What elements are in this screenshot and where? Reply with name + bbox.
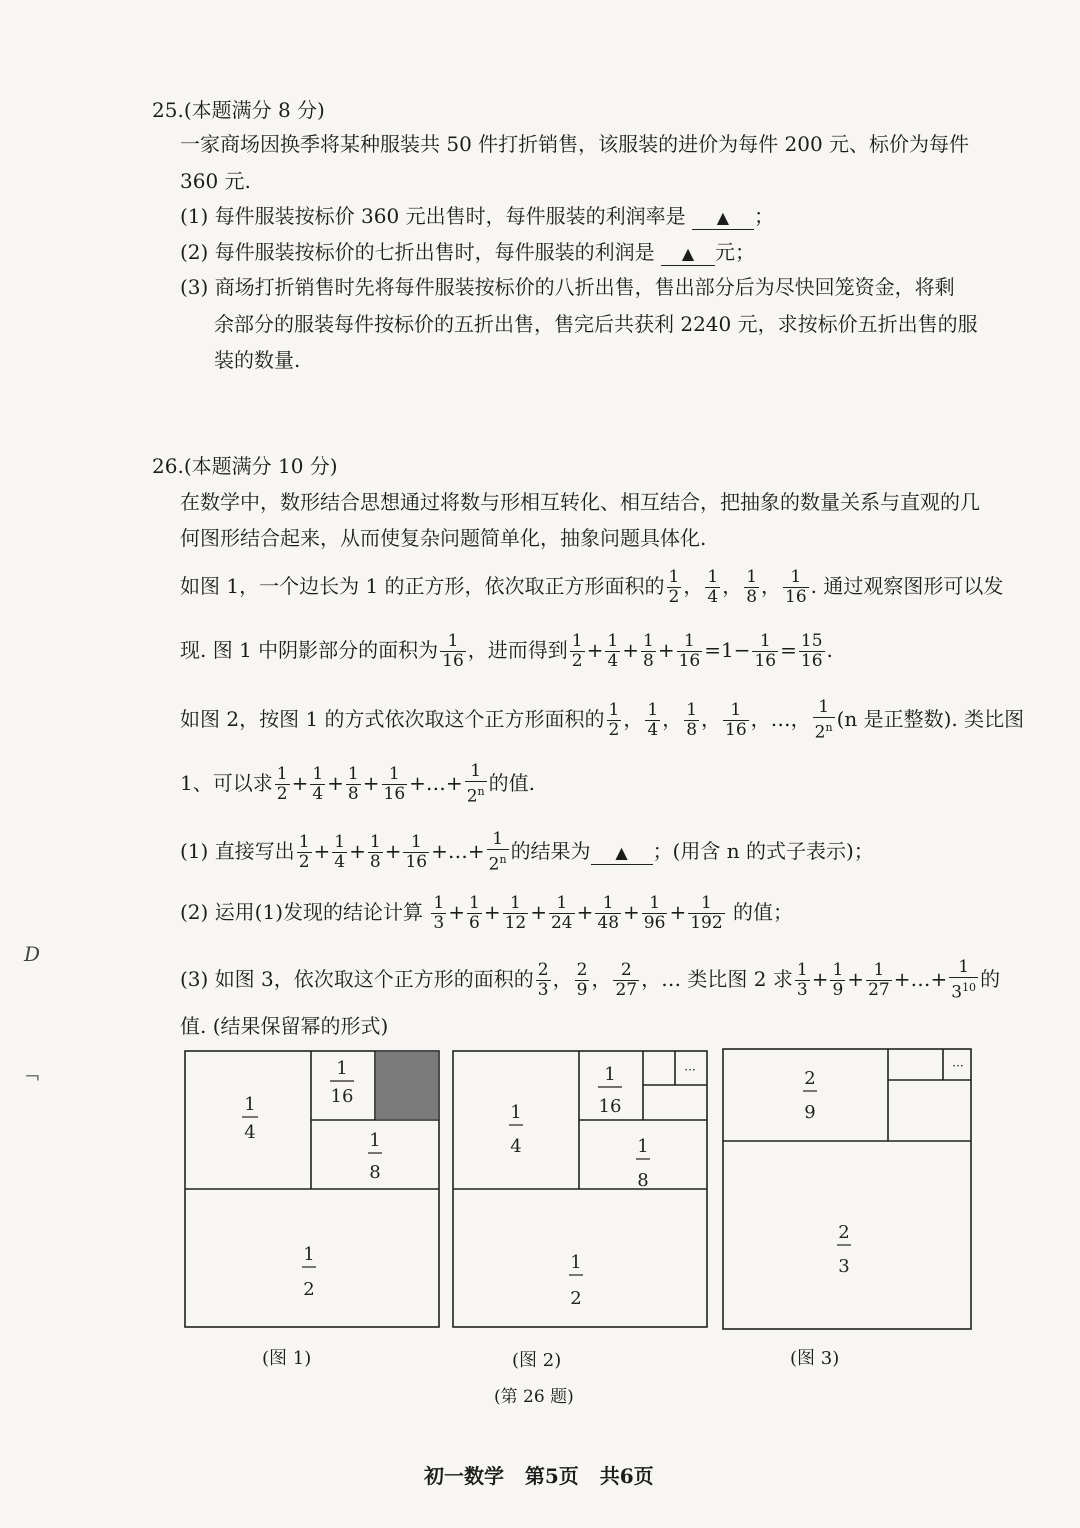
q25-intro-line2: 360 元. — [180, 169, 251, 193]
fraction: $\frac{2}{3}$ — [537, 959, 549, 1000]
svg-text:···: ··· — [952, 1059, 964, 1073]
svg-text:9: 9 — [804, 1102, 816, 1123]
fraction: $\frac{1}{6}$ — [468, 893, 480, 933]
figure-group-caption: (第 26 题) — [494, 1387, 574, 1407]
fraction: $\frac{1}{8}$ — [746, 567, 758, 607]
fraction: $\frac{1}{4}$ — [334, 831, 346, 872]
q26-part2: (2) 运用(1)发现的结论计算 $\frac{1}{3}$ + $\frac{1}{6}$ + $\frac{1}{12}$ + $\frac{1}{24}$ + $\frac{1}{48}$ + $\frac{1}{96}$ + $\frac{1}{192}$ 的值； — [180, 893, 794, 933]
svg-text:16: 16 — [330, 1086, 354, 1107]
fraction: $\frac{1}{4}$ — [312, 763, 324, 804]
figure-1 — [184, 1050, 442, 1330]
fraction: $\frac{1}{3}$ — [796, 959, 808, 1000]
q26-fig1-description: 如图 1，一个边长为 1 的正方形，依次取正方形面积的 $\frac{1}{2}$ ， $\frac{1}{4}$ ， $\frac{1}{8}$ ， $\frac{1}{16}$ . 通过观察图形可以发 — [180, 567, 1004, 607]
q26-fig1-result: 现. 图 1 中阴影部分的面积为 $\frac{1}{16}$ ，进而得到 $\frac{1}{2}$ + $\frac{1}{4}$ + $\frac{1}{8}$ + $\frac{1}{16}$ =1− $\frac{1}{16}$ = $\frac{15}{16}$ . — [180, 631, 833, 671]
q25-part3-line2: 余部分的服装每件按标价的五折出售，售完后共获利 2240 元，求按标价五折出售的服 — [214, 312, 978, 336]
fraction: $\frac{1}{2^n}$ — [466, 761, 485, 807]
margin-letter: D — [24, 942, 41, 966]
fraction: $\frac{1}{2^n}$ — [488, 829, 507, 875]
fraction: $\frac{15}{16}$ — [800, 631, 823, 671]
fraction: $\frac{1}{16}$ — [725, 699, 747, 740]
svg-text:1: 1 — [303, 1244, 315, 1265]
fraction: $\frac{1}{16}$ — [405, 831, 428, 872]
svg-text:1: 1 — [369, 1130, 381, 1151]
svg-text:···: ··· — [684, 1063, 696, 1077]
fraction: $\frac{1}{16}$ — [678, 631, 701, 671]
fraction: $\frac{1}{4}$ — [707, 567, 719, 607]
svg-text:16: 16 — [598, 1096, 622, 1117]
svg-text:1: 1 — [244, 1094, 256, 1115]
fraction: $\frac{2}{27}$ — [615, 959, 638, 1000]
fraction: $\frac{1}{192}$ — [690, 893, 723, 933]
figure-1-caption: (图 1) — [262, 1348, 312, 1369]
q25-part3-line1: (3) 商场打折销售时先将每件服装按标价的八折出售，售出部分后为尽快回笼资金，将剩 — [180, 275, 955, 299]
margin-symbol: ¬ — [24, 1064, 41, 1088]
fraction: $\frac{1}{3}$ — [433, 893, 445, 933]
svg-text:1: 1 — [570, 1252, 582, 1273]
q26-header: 26.(本题满分 10 分) — [152, 454, 338, 478]
fraction: $\frac{1}{48}$ — [597, 893, 620, 933]
svg-text:1: 1 — [336, 1058, 348, 1079]
svg-text:2: 2 — [570, 1288, 582, 1309]
fraction: $\frac{2}{9}$ — [576, 959, 588, 1000]
fraction: $\frac{1}{4}$ — [607, 631, 619, 671]
svg-text:2: 2 — [303, 1279, 315, 1300]
fraction: $\frac{1}{8}$ — [369, 831, 381, 872]
fraction: $\frac{1}{8}$ — [686, 699, 698, 740]
fraction: $\frac{1}{16}$ — [442, 631, 464, 671]
svg-text:3: 3 — [838, 1256, 850, 1277]
q25-intro-line1: 一家商场因换季将某种服装共 50 件打折销售，该服装的进价为每件 200 元、标价为每件 — [180, 132, 970, 156]
svg-text:4: 4 — [510, 1136, 522, 1157]
svg-text:1: 1 — [637, 1136, 649, 1157]
svg-text:8: 8 — [637, 1170, 649, 1191]
q25-part1: (1) 每件服装按标价 360 元出售时，每件服装的利润率是 ▲ ； — [180, 204, 774, 228]
fraction: $\frac{1}{3^{10}}$ — [951, 957, 977, 1003]
fraction: $\frac{1}{24}$ — [550, 893, 573, 933]
svg-text:1: 1 — [604, 1064, 616, 1085]
figure-2 — [452, 1050, 710, 1330]
fraction: $\frac{1}{16}$ — [754, 631, 777, 671]
answer-blank: ▲ — [661, 243, 715, 266]
fraction: $\frac{1}{4}$ — [647, 699, 659, 740]
q25-part3-line3: 装的数量. — [214, 348, 301, 372]
q26-intro-line2: 何图形结合起来，从而使复杂问题简单化，抽象问题具体化. — [180, 526, 707, 550]
svg-text:1: 1 — [510, 1102, 522, 1123]
fraction: $\frac{1}{16}$ — [383, 763, 406, 804]
fraction: $\frac{1}{9}$ — [832, 959, 844, 1000]
fraction: $\frac{1}{2}$ — [276, 763, 288, 804]
q26-part3-line2: 值. (结果保留幂的形式) — [180, 1014, 389, 1038]
q26-intro-line1: 在数学中，数形结合思想通过将数与形相互转化、相互结合，把抽象的数量关系与直观的几 — [180, 490, 980, 514]
answer-blank: ▲ — [692, 207, 754, 230]
fraction: $\frac{1}{96}$ — [643, 893, 666, 933]
q26-fig2-description: 如图 2，按图 1 的方式依次取这个正方形面积的 $\frac{1}{2}$ ， $\frac{1}{4}$ ， $\frac{1}{8}$ ， $\frac{1}{16}$ ，…， $\frac{1}{2^n}$ (n 是正整数). 类比图 — [180, 697, 1025, 743]
fraction: $\frac{1}{12}$ — [504, 893, 527, 933]
q25-part2: (2) 每件服装按标价的七折出售时，每件服装的利润是 ▲ 元； — [180, 240, 756, 264]
fraction: $\frac{1}{27}$ — [868, 959, 890, 1000]
q26-part3: (3) 如图 3，依次取这个正方形的面积的 $\frac{2}{3}$ ， $\frac{2}{9}$ ， $\frac{2}{27}$ ，… 类比图 2 求 $\frac{1}{3}$ + $\frac{1}{9}$ + $\frac{1}{27}$ +…+ $\frac{1}{3^{10}}$ 的 — [180, 957, 1001, 1003]
figure-3 — [722, 1048, 974, 1332]
q26-fig2-sum: 1、可以求 $\frac{1}{2}$ + $\frac{1}{4}$ + $\frac{1}{8}$ + $\frac{1}{16}$ +…+ $\frac{1}{2^n}$ 的值. — [180, 761, 535, 807]
fraction: $\frac{1}{2}$ — [298, 831, 310, 872]
svg-text:2: 2 — [838, 1222, 850, 1243]
fraction: $\frac{1}{8}$ — [642, 631, 654, 671]
answer-blank: ▲ — [591, 842, 653, 865]
svg-text:8: 8 — [369, 1162, 381, 1183]
page-footer: 初一数学 第5页 共6页 — [424, 1464, 654, 1488]
fraction: $\frac{1}{2}$ — [608, 699, 620, 740]
fraction: $\frac{1}{2}$ — [571, 631, 583, 671]
q26-part1: (1) 直接写出 $\frac{1}{2}$ + $\frac{1}{4}$ + $\frac{1}{8}$ + $\frac{1}{16}$ +…+ $\frac{1}{2^n}$ 的结果为 ▲ ；(用含 n 的式子表示)； — [180, 829, 874, 875]
fraction: $\frac{1}{2^n}$ — [814, 697, 833, 743]
fraction: $\frac{1}{8}$ — [347, 763, 359, 804]
figure-2-caption: (图 2) — [512, 1350, 562, 1371]
fraction: $\frac{1}{16}$ — [785, 567, 807, 607]
fraction: $\frac{1}{2}$ — [668, 567, 680, 607]
svg-text:2: 2 — [804, 1068, 816, 1089]
shaded-region — [376, 1052, 438, 1119]
q25-header: 25.(本题满分 8 分) — [152, 98, 325, 122]
svg-text:4: 4 — [244, 1122, 256, 1143]
figure-3-caption: (图 3) — [790, 1348, 840, 1369]
